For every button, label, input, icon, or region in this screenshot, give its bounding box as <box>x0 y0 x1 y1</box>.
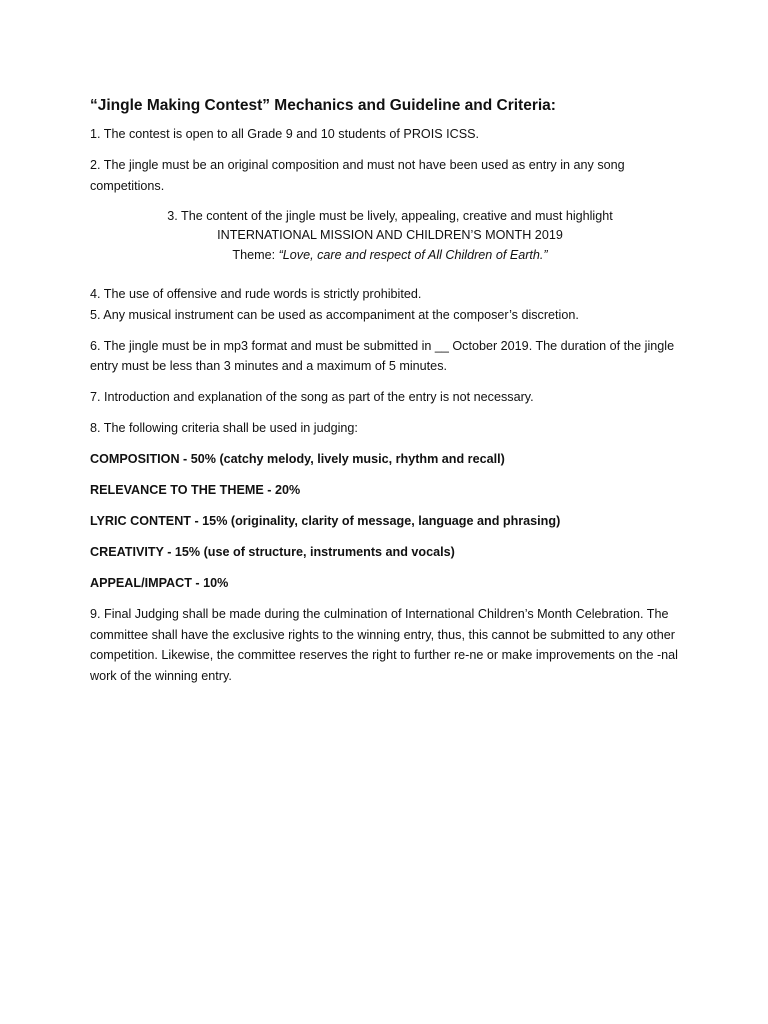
rule-item-9: 9. Final Judging shall be made during the culmination of International Children’s Month Celebration. The committee shall have the exclusive rights to the winning entry, thus, this cannot be submitted to any other competition. Likewise, the committee reserves the right to further re-ne or make improvements on the -nal work of the winning entry. <box>90 607 678 683</box>
rule-item-8: 8. The following criteria shall be used in judging: <box>90 421 358 435</box>
theme-label: Theme: <box>232 247 279 262</box>
rule-item-3-line-2: INTERNATIONAL MISSION AND CHILDREN’S MONTH 2019 <box>217 228 563 242</box>
rule-item-1: 1. The contest is open to all Grade 9 and 10 students of PROIS ICSS. <box>90 127 479 141</box>
criterion-lyric-content: LYRIC CONTENT - 15% (originality, clarity of message, language and phrasing) <box>90 514 561 528</box>
rule-item-3-theme <box>90 246 690 266</box>
rule-item-5: 5. Any musical instrument can be used as accompaniment at the composer’s discretion. <box>90 307 579 322</box>
document-title: “Jingle Making Contest” Mechanics and Guideline and Criteria: <box>90 97 556 114</box>
criterion-relevance: RELEVANCE TO THE THEME - 20% <box>90 483 301 497</box>
rule-item-3 <box>90 207 690 266</box>
theme-text: “Love, care and respect of All Children of Earth.” <box>278 247 548 262</box>
rule-item-4: 4. The use of offensive and rude words is strictly prohibited. <box>90 287 422 301</box>
rule-item-3-line-1: 3. The content of the jingle must be lively, appealing, creative and must highlight <box>167 208 613 223</box>
rule-item-7: 7. Introduction and explanation of the song as part of the entry is not necessary. <box>90 390 534 404</box>
criterion-appeal-impact: APPEAL/IMPACT - 10% <box>90 576 229 590</box>
criterion-composition: COMPOSITION - 50% (catchy melody, lively music, rhythm and recall) <box>90 452 505 466</box>
rule-item-2: 2. The jingle must be an original composition and must not have been used as entry in any song competitions. <box>90 158 625 193</box>
rule-item-6: 6. The jingle must be in mp3 format and must be submitted in __ October 2019. The duration of the jingle entry must be less than 3 minutes and a maximum of 5 minutes. <box>90 338 675 373</box>
criterion-creativity: CREATIVITY - 15% (use of structure, instruments and vocals) <box>90 545 455 559</box>
document-page <box>90 96 690 697</box>
